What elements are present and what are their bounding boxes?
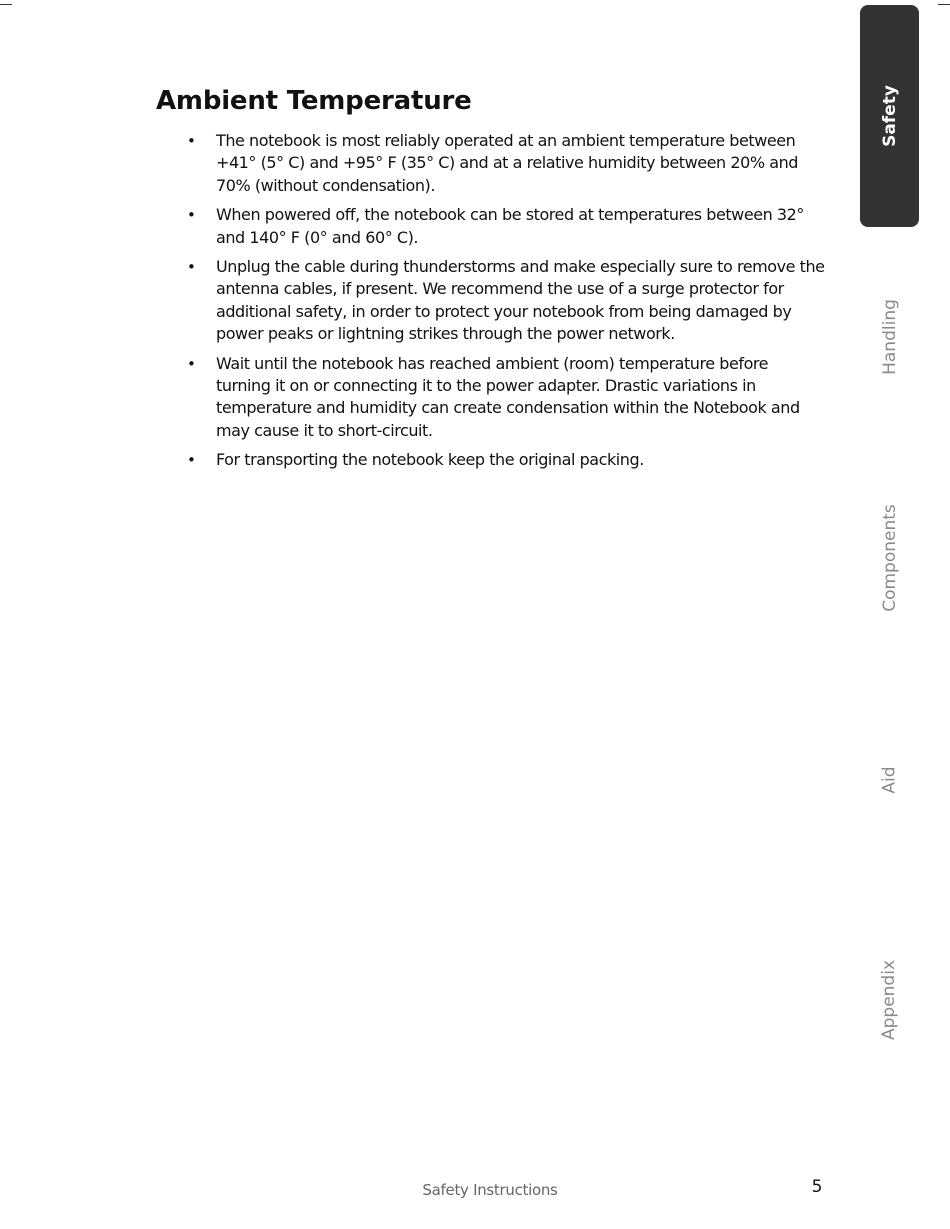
tab-appendix[interactable]: [860, 905, 919, 1095]
bullet-icon: •: [187, 451, 196, 470]
list-item: [187, 256, 827, 346]
list-item: [187, 204, 827, 249]
tab-label: Handling: [879, 299, 900, 375]
section-heading: Ambient Temperature: [156, 86, 472, 116]
tab-components[interactable]: [860, 458, 919, 658]
list-item-text: Unplug the cable during thunderstorms and make especially sure to remove the antenna cables, if present. We recommend the use of a surge protector for additional safety, in order to protect your notebook from being damaged by power peaks or lightning strikes through the power network.: [216, 257, 825, 344]
side-tab-navigation: [860, 5, 920, 1105]
bullet-icon: •: [187, 132, 196, 150]
tab-label: Components: [879, 504, 900, 612]
crop-mark-right: [938, 4, 950, 5]
tab-label: Safety: [879, 85, 900, 147]
footer-title: Safety Instructions: [422, 1181, 558, 1199]
list-item: [187, 353, 827, 443]
list-item: [187, 130, 827, 197]
tab-label: Aid: [879, 766, 900, 794]
crop-mark-left: [0, 4, 12, 5]
list-item-text: For transporting the notebook keep the original packing.: [216, 450, 644, 470]
tab-label: Appendix: [879, 959, 900, 1041]
list-item: [187, 449, 827, 471]
bullet-icon: •: [187, 354, 196, 373]
bullet-icon: •: [187, 258, 196, 277]
tab-safety[interactable]: [860, 5, 919, 227]
list-item-text: The notebook is most reliably operated at an ambient temperature between +41° (5° C) and +95° F (35° C) and at a relative humidity between 20% and 70% (without condensation).: [216, 131, 798, 195]
bullet-list: [187, 130, 827, 479]
tab-aid[interactable]: [860, 685, 919, 875]
list-item-text: When powered off, the notebook can be stored at temperatures between 32° and 140° F (0° and 60° C).: [216, 205, 804, 247]
bullet-icon: •: [187, 206, 196, 225]
tab-handling[interactable]: [860, 247, 919, 427]
list-item-text: Wait until the notebook has reached ambient (room) temperature before turning it on or connecting it to the power adapter. Drastic variations in temperature and humidity can create condensation within the Notebook and may cause it to short-circuit.: [216, 353, 800, 440]
page-number: 5: [811, 1177, 823, 1197]
